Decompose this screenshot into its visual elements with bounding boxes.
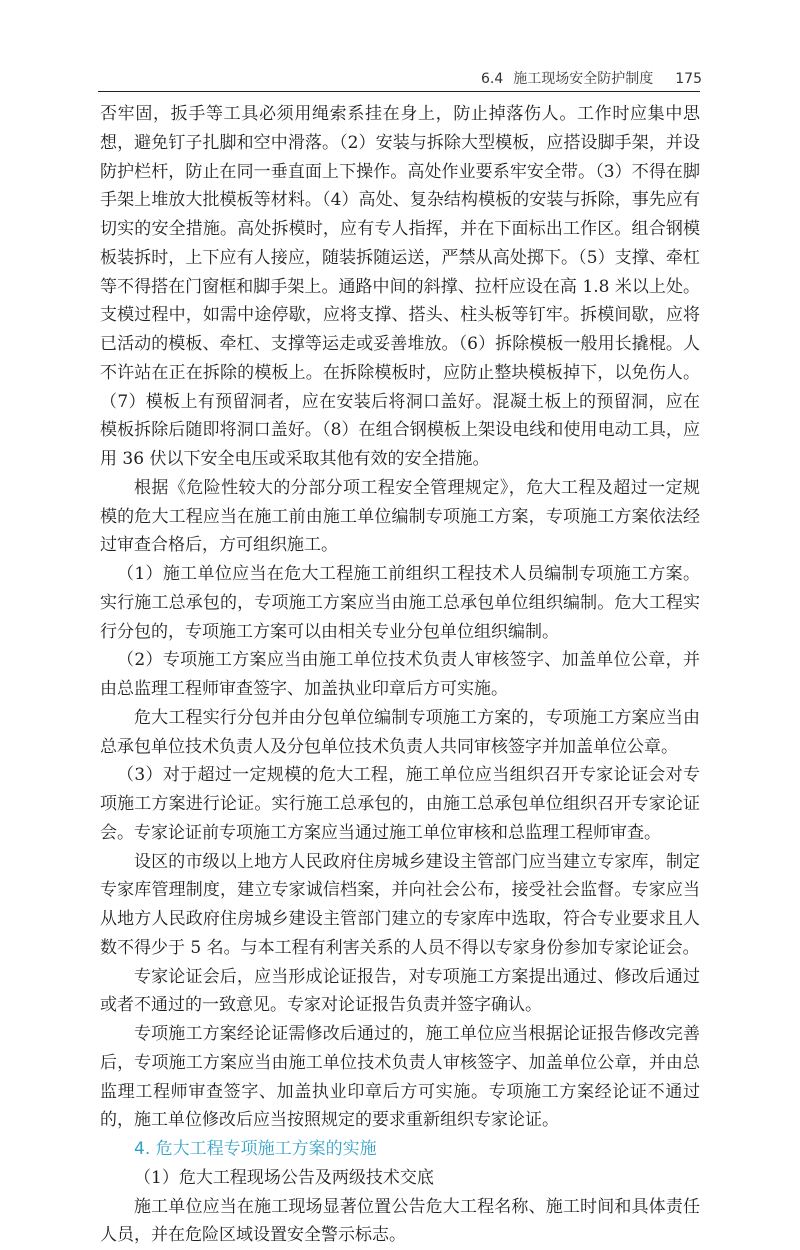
paragraph: 设区的市级以上地方人民政府住房城乡建设主管部门应当建立专家库，制定专家库管理制度，建立专家诚信档案，并向社会公布，接受社会监督。专家应当从地方人民政府住房城乡建设主管部门建立的专家库中选取，符合专业要求且人数不得少于 5 名。与本工程有利害关系的人员不得以专家身份参加专家论证会。 — [100, 848, 700, 963]
page-body — [100, 100, 700, 1250]
paragraph-continued: 否牢固，扳手等工具必须用绳索系挂在身上，防止掉落伤人。工作时应集中思想，避免钉子扎脚和空中滑落。（2）安装与拆除大型模板，应搭设脚手架，并设防护栏杆，防止在同一垂直面上下操作。高处作业要系牢安全带。（3）不得在脚手架上堆放大批模板等材料。（4）高处、复杂结构模板的安装与拆除，事先应有切实的安全措施。高处拆模时，应有专人指挥，并在下面标出工作区。组合钢模板装拆时，上下应有人接应，随装拆随运送，严禁从高处掷下。（5）支撑、牵杠等不得搭在门窗框和脚手架上。通路中间的斜撑、拉杆应设在高 1.8 米以上处。支模过程中，如需中途停歇，应将支撑、搭头、柱头板等钉牢。拆模间歇，应将已活动的模板、牵杠、支撑等运走或妥善堆放。（6）拆除模板一般用长撬棍。人不许站在正在拆除的模板上。在拆除模板时，应防止整块模板掉下，以免伤人。（7）模板上有预留洞者，应在安装后将洞口盖好。混凝土板上的预留洞，应在模板拆除后随即将洞口盖好。（8）在组合钢模板上架设电线和使用电动工具，应用 36 伏以下安全电压或采取其他有效的安全措施。 — [100, 100, 700, 474]
paragraph: 施工单位应当在施工现场显著位置公告危大工程名称、施工时间和具体责任人员，并在危险区域设置安全警示标志。 — [100, 1193, 700, 1250]
running-head — [481, 68, 702, 88]
paragraph-item: （1）施工单位应当在危大工程施工前组织工程技术人员编制专项施工方案。实行施工总承包的，专项施工方案应当由施工总承包单位组织编制。危大工程实行分包的，专项施工方案可以由相关专业分包单位组织编制。 — [100, 560, 700, 646]
header-rule — [98, 91, 700, 92]
section-title: 施工现场安全防护制度 — [513, 71, 653, 87]
page-number: 175 — [675, 71, 702, 87]
paragraph-item: （3）对于超过一定规模的危大工程，施工单位应当组织召开专家论证会对专项施工方案进行论证。实行施工总承包的，由施工总承包单位组织召开专家论证会。专家论证前专项施工方案应当通过施工单位审核和总监理工程师审查。 — [100, 761, 700, 847]
paragraph-item: （2）专项施工方案应当由施工单位技术负责人审核签字、加盖单位公章，并由总监理工程师审查签字、加盖执业印章后方可实施。 — [100, 646, 700, 704]
section-heading: 4. 危大工程专项施工方案的实施 — [100, 1135, 700, 1164]
paragraph: 危大工程实行分包并由分包单位编制专项施工方案的，专项施工方案应当由总承包单位技术负责人及分包单位技术负责人共同审核签字并加盖单位公章。 — [100, 704, 700, 762]
subheading: （1）危大工程现场公告及两级技术交底 — [100, 1164, 700, 1193]
paragraph: 根据《危险性较大的分部分项工程安全管理规定》，危大工程及超过一定规模的危大工程应当在施工前由施工单位编制专项施工方案，专项施工方案依法经过审查合格后，方可组织施工。 — [100, 474, 700, 560]
paragraph: 专项施工方案经论证需修改后通过的，施工单位应当根据论证报告修改完善后，专项施工方案应当由施工单位技术负责人审核签字、加盖单位公章，并由总监理工程师审查签字、加盖执业印章后方可实施。专项施工方案经论证不通过的，施工单位修改后应当按照规定的要求重新组织专家论证。 — [100, 1020, 700, 1135]
section-number: 6.4 — [481, 71, 503, 87]
paragraph: 专家论证会后，应当形成论证报告，对专项施工方案提出通过、修改后通过或者不通过的一致意见。专家对论证报告负责并签字确认。 — [100, 963, 700, 1021]
page-header — [0, 0, 800, 92]
